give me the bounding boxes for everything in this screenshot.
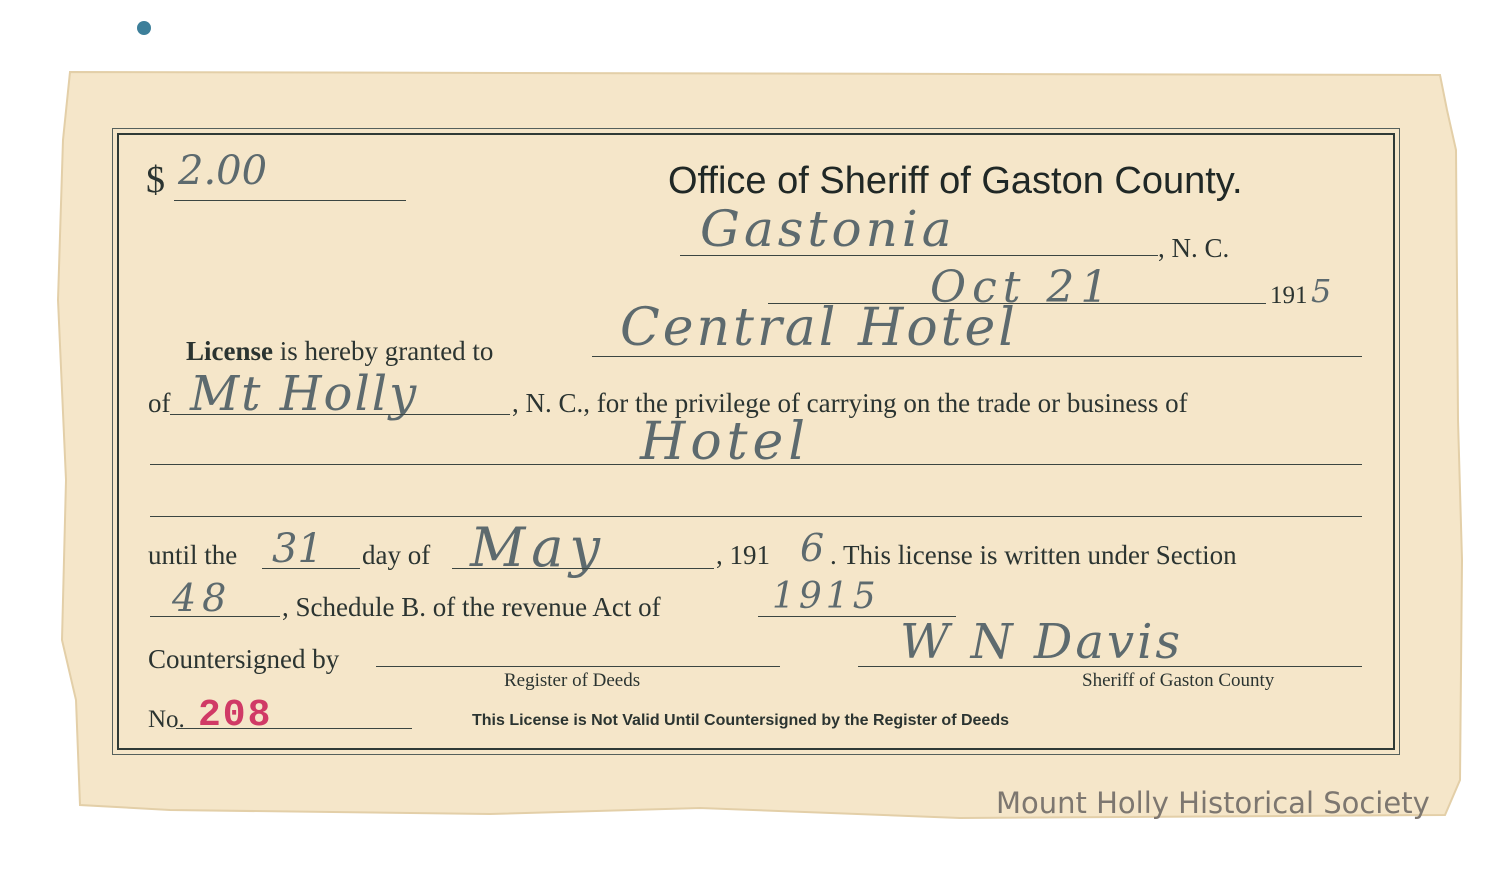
city-line	[680, 255, 1158, 256]
blank-line	[150, 516, 1362, 517]
state-suffix: , N. C.	[1158, 233, 1230, 263]
number-label: No.	[148, 706, 185, 733]
register-caption: Register of Deeds	[504, 670, 641, 691]
amount-symbol: $	[146, 159, 165, 201]
day-handwritten: 31	[272, 526, 323, 572]
grantee-line	[592, 356, 1362, 357]
license-lead-rest: is hereby granted to	[273, 336, 494, 366]
sheriff-caption: Sheriff of Gaston County	[1082, 670, 1275, 691]
date-year-suffix: 5	[1311, 272, 1332, 310]
until-year-suffix: 6	[800, 526, 825, 570]
office-title: Office of Sheriff of Gaston County.	[668, 160, 1243, 202]
town-handwritten: Mt Holly	[190, 366, 419, 422]
license-number-stamp: 208	[198, 694, 273, 737]
section-text: . This license is written under Section	[830, 540, 1237, 570]
until-label: until the	[148, 540, 238, 570]
validity-notice: This License is Not Valid Until Countersigned by the Register of Deeds	[472, 712, 1009, 729]
grantee-handwritten: Central Hotel	[620, 298, 1018, 358]
sheriff-signature-line	[858, 666, 1362, 667]
of-label: of	[148, 388, 171, 418]
until-year-prefix: , 191	[716, 540, 770, 570]
business-handwritten: Hotel	[640, 412, 810, 472]
date-handwritten: Oct 21	[930, 262, 1115, 313]
watermark-text: Mount Holly Historical Society	[996, 786, 1430, 820]
privilege-text: , N. C., for the privilege of carrying on the trade or business of	[512, 388, 1188, 418]
amount-line	[174, 200, 406, 201]
section-line	[150, 616, 280, 617]
month-line	[452, 568, 714, 569]
ink-spot-icon	[137, 21, 151, 35]
month-handwritten: May	[470, 516, 606, 579]
register-signature-line	[376, 666, 780, 667]
number-line	[176, 728, 412, 729]
schedule-text: , Schedule B. of the revenue Act of	[282, 592, 661, 622]
date-year-prefix: 191	[1270, 282, 1308, 309]
city-handwritten: Gastonia	[700, 200, 956, 258]
day-line	[262, 568, 360, 569]
town-line	[170, 414, 510, 415]
business-line	[150, 464, 1362, 465]
day-of-label: day of	[362, 540, 431, 570]
section-number-handwritten: 48	[172, 576, 233, 620]
act-year-handwritten: 1915	[772, 576, 880, 617]
amount-value: 2.00	[178, 148, 268, 194]
license-bold: License	[186, 336, 273, 366]
sheriff-signature: W N Davis	[900, 614, 1184, 670]
license-lead	[186, 336, 493, 367]
countersigned-label: Countersigned by	[148, 644, 340, 674]
